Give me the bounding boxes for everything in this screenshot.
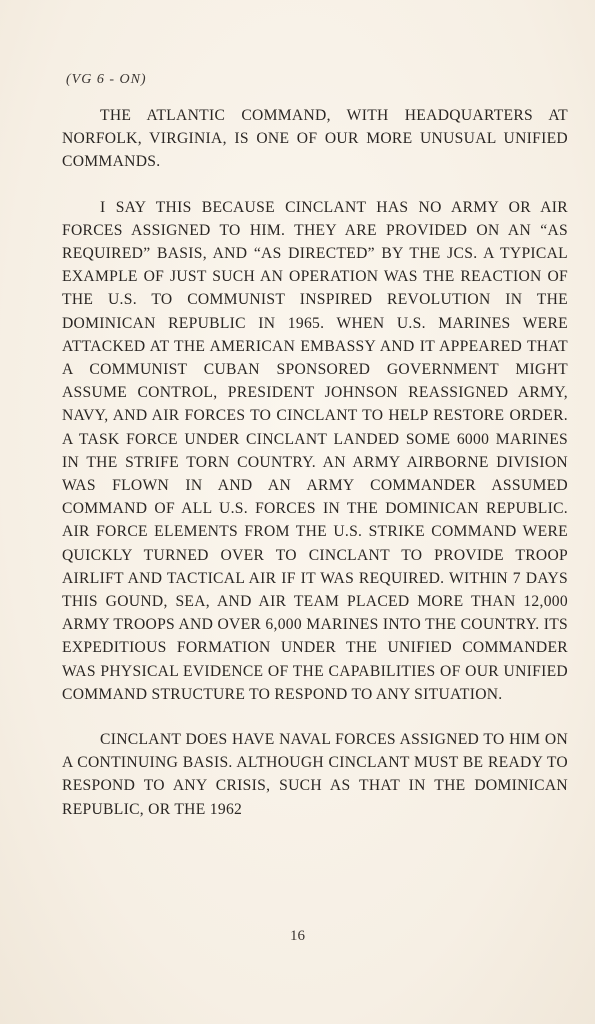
handwritten-annotation: (VG 6 - ON) (66, 72, 147, 87)
paragraph-cinclant-forces: I SAY THIS BECAUSE CINCLANT HAS NO ARMY OR AIR FORCES ASSIGNED TO HIM. THEY ARE PROVIDED ON AN “AS REQUIRED” BASIS, AND “AS DIRECTED” BY THE JCS. A TYPICAL EXAMPLE OF JUST SUCH AN OPERATION WAS THE REACTION OF THE U.S. TO COMMUNIST INSPIRED REVOLUTION IN THE DOMINICAN REPUBLIC IN 1965. WHEN U.S. MARINES WERE ATTACKED AT THE AMERICAN EMBASSY AND IT APPEARED THAT A COMMUNIST CUBAN SPONSORED GOVERNMENT MIGHT ASSUME CONTROL, PRESIDENT JOHNSON REASSIGNED ARMY, NAVY, AND AIR FORCES TO CINCLANT TO HELP RESTORE ORDER. A TASK FORCE UNDER CINCLANT LANDED SOME 6000 MARINES IN THE STRIFE TORN COUNTRY. AN ARMY AIRBORNE DIVISION WAS FLOWN IN AND AN ARMY COMMANDER ASSUMED COMMAND OF ALL U.S. FORCES IN THE DOMINICAN REPUBLIC. AIR FORCE ELEMENTS FROM THE U.S. STRIKE COMMAND WERE QUICKLY TURNED OVER TO CINCLANT TO PROVIDE TROOP AIRLIFT AND TACTICAL AIR IF IT WAS REQUIRED. WITHIN 7 DAYS THIS GOUND, SEA, AND AIR TEAM PLACED MORE THAN 12,000 ARMY TROOPS AND OVER 6,000 MARINES INTO THE COUNTRY. ITS EXPEDITIOUS FORMATION UNDER THE UNIFIED COMMANDER WAS PHYSICAL EVIDENCE OF THE CAPABILITIES OF OUR UNIFIED COMMAND STRUCTURE TO RESPOND TO ANY SITUATION. (62, 198, 568, 703)
body-text (62, 104, 568, 821)
paragraph-naval-forces: CINCLANT DOES HAVE NAVAL FORCES ASSIGNED TO HIM ON A CONTINUING BASIS. ALTHOUGH CINCLANT MUST BE READY TO RESPOND TO ANY CRISIS, SUCH AS THAT IN THE DOMINICAN REPUBLIC, OR THE 1962 (62, 731, 568, 818)
page-number: 16 (290, 928, 305, 944)
paragraph-atlantic-command: THE ATLANTIC COMMAND, WITH HEADQUARTERS AT NORFOLK, VIRGINIA, IS ONE OF OUR MORE UNUSUAL UNIFIED COMMANDS. (62, 107, 568, 171)
